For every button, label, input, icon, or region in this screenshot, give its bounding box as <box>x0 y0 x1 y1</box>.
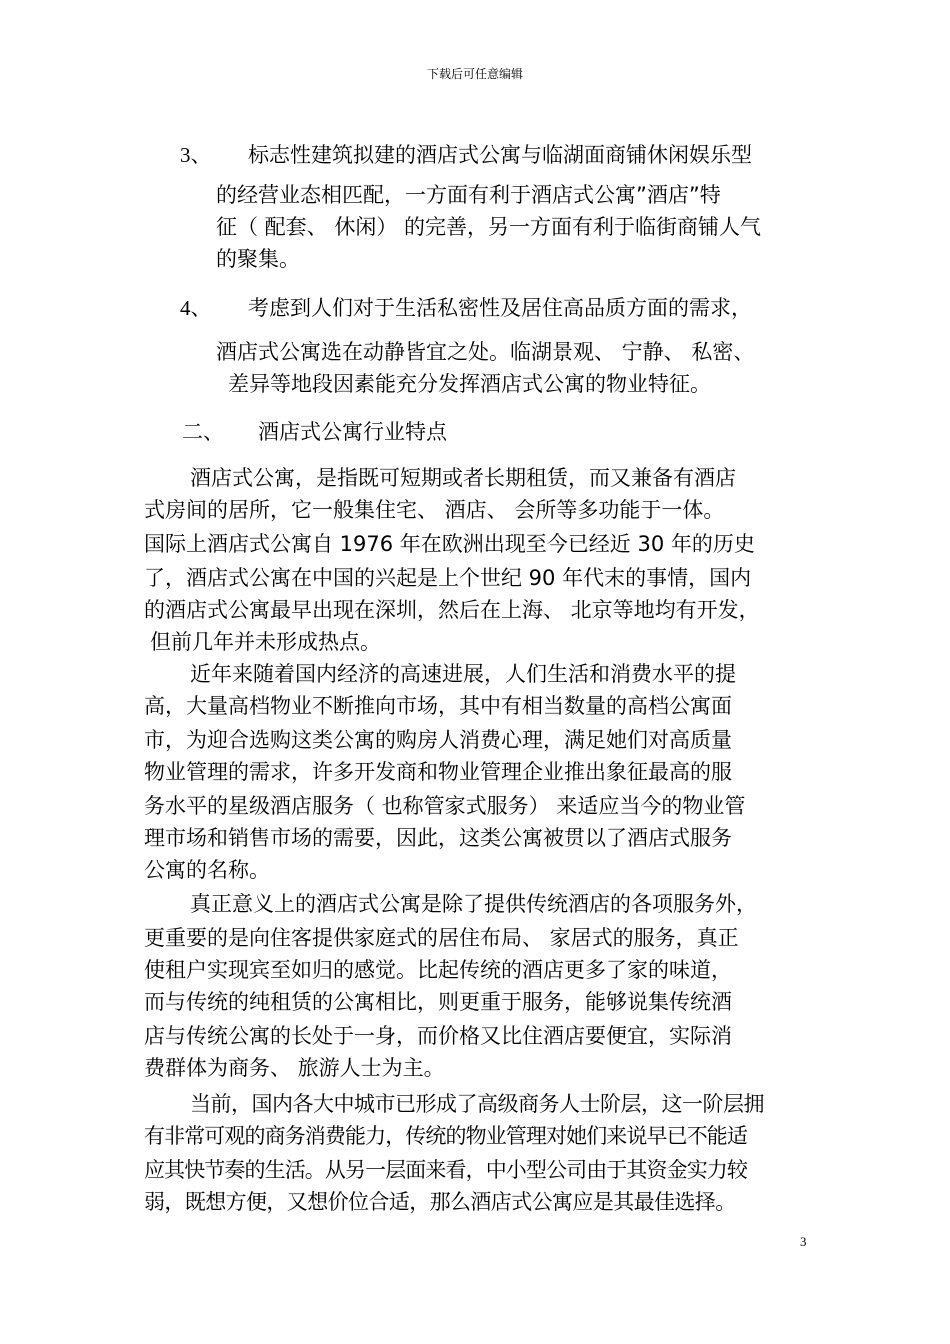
para3-line: 更重要的是向住客提供家庭式的居住布局、 家居式的服务，真正 <box>144 926 739 950</box>
para1-line: 但前几年并未形成热点。 <box>150 630 381 654</box>
item3-line: 标志性建筑拟建的酒店式公寓与临湖面商铺休闲娱乐型 <box>248 143 752 167</box>
para1-line: 式房间的居所，它一般集住宅、 酒店、 会所等多功能于一体。 <box>144 498 725 522</box>
page-header: 下载后可任意编辑 <box>426 67 523 81</box>
para2-line: 理市场和销售市场的需要，因此，这类公寓被贯以了酒店式服务 <box>144 826 732 850</box>
item4-line: 酒店式公寓选在动静皆宜之处。临湖景观、 宁静、 私密、 <box>216 340 755 364</box>
item3-line: 征（ 配套、 休闲） 的完善，另一方面有利于临街商铺人气 <box>216 215 762 239</box>
para3-line: 店与传统公寓的长处于一身，而价格又比住酒店要便宜，实际消 <box>144 1024 732 1048</box>
para1-line: 了，酒店式公寓在中国的兴起是上个世纪 90 年代末的事情，国内 <box>144 566 752 590</box>
para4-line: 有非常可观的商务消费能力，传统的物业管理对她们来说早已不能适 <box>144 1124 747 1148</box>
section-title: 酒店式公寓行业特点 <box>258 420 447 444</box>
para4-line: 应其快节奏的生活。从另一层面来看，中小型公司由于其资金实力较 <box>144 1158 747 1182</box>
para2-line: 物业管理的需求，许多开发商和物业管理企业推出象征最高的服 <box>144 760 732 784</box>
list-number-4: 4、 <box>180 296 212 320</box>
item4-line: 考虑到人们对于生活私密性及居住高品质方面的需求， <box>248 296 752 320</box>
para4-line: 当前，国内各大中城市已形成了高级商务人士阶层，这一阶层拥 <box>190 1092 764 1116</box>
section-number: 二、 <box>182 420 224 444</box>
item3-line: 的经营业态相匹配，一方面有利于酒店式公寓”酒店”特 <box>216 183 721 207</box>
list-number-3: 3、 <box>180 143 212 167</box>
para4-line: 弱，既想方便，又想价位合适，那么酒店式公寓应是其最佳选择。 <box>144 1190 736 1214</box>
para2-line: 务水平的星级酒店服务（ 也称管家式服务） 来适应当今的物业管 <box>144 794 746 818</box>
para3-line: 而与传统的纯租赁的公寓相比，则更重于服务，能够说集传统酒 <box>144 990 732 1014</box>
para1-line: 国际上酒店式公寓自 1976 年在欧洲出现至今已经近 30 年的历史 <box>144 532 755 556</box>
para1-line: 酒店式公寓，是指既可短期或者长期租赁，而又兼备有酒店 <box>190 466 736 490</box>
page-number: 3 <box>800 1234 807 1249</box>
para3-line: 费群体为商务、 旅游人士为主。 <box>144 1056 445 1080</box>
para3-line: 使租户实现宾至如归的感觉。比起传统的酒店更多了家的味道， <box>144 958 732 982</box>
para2-line: 公寓的名称。 <box>144 858 270 882</box>
para2-line: 近年来随着国内经济的高速进展，人们生活和消费水平的提 <box>190 662 736 686</box>
item4-line: 差异等地段因素能充分发挥酒店式公寓的物业特征。 <box>228 372 711 396</box>
para1-line: 的酒店式公寓最早出现在深圳，然后在上海、 北京等地均有开发， <box>144 598 760 622</box>
para2-line: 市，为迎合选购这类公寓的购房人消费心理，满足她们对高质量 <box>144 728 732 752</box>
para2-line: 高，大量高档物业不断推向市场，其中有相当数量的高档公寓面 <box>144 694 732 718</box>
para3-line: 真正意义上的酒店式公寓是除了提供传统酒店的各项服务外， <box>190 892 757 916</box>
item3-line: 的聚集。 <box>216 247 300 271</box>
